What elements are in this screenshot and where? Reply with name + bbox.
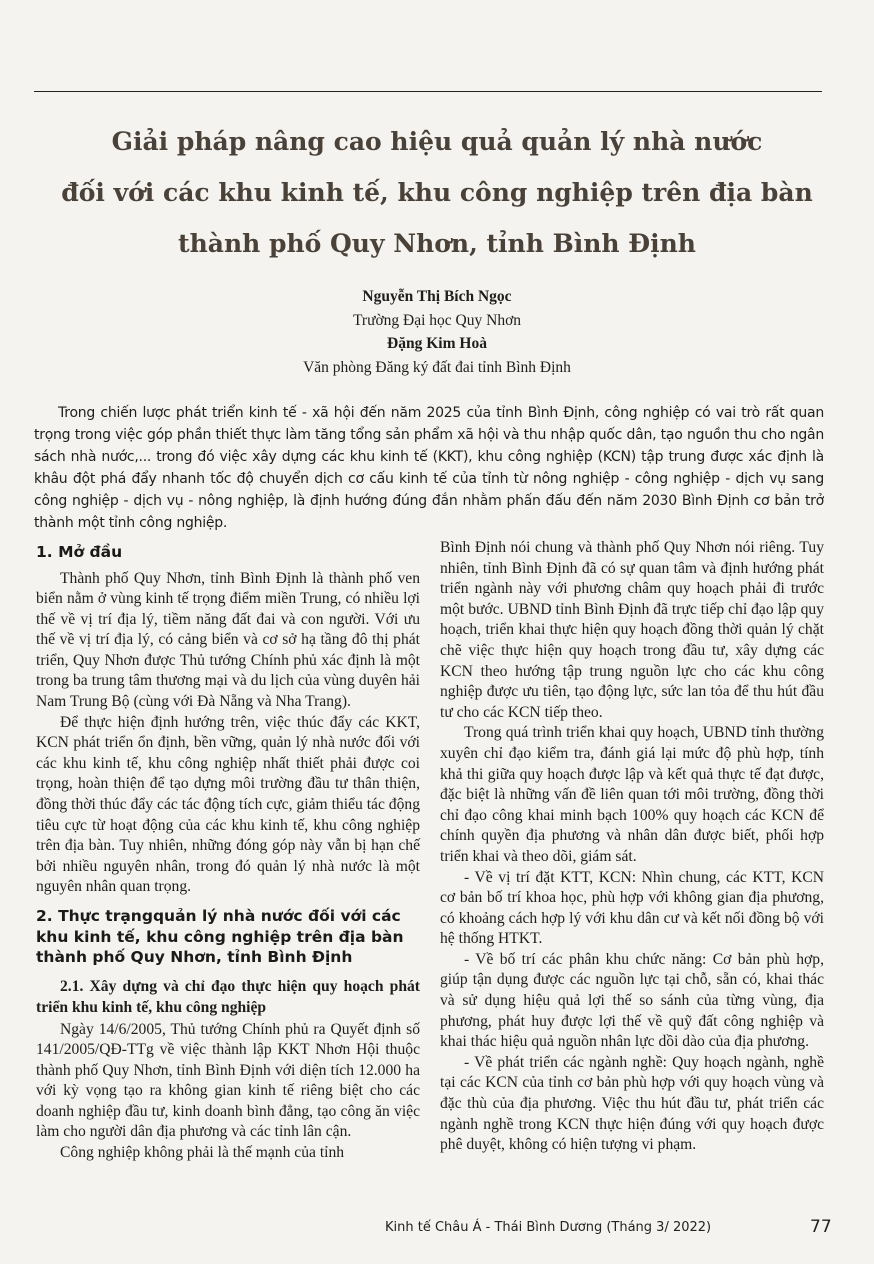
paragraph: - Về vị trí đặt KTT, KCN: Nhìn chung, các KTT, KCN cơ bản bố trí khoa học, phù hợp với không gian địa phương, có khoảng cách hợp lý với khu dân cư và kết nối đồng bộ với hệ thống HTKT. [440, 868, 824, 948]
left-column [36, 538, 420, 1164]
right-column [440, 538, 824, 1156]
title-line: đối với các khu kinh tế, khu công nghiệp trên địa bàn [61, 178, 813, 207]
author-affiliation: Trường Đại học Quy Nhơn [352, 311, 522, 329]
page-number: 77 [810, 1217, 832, 1237]
article-title [40, 116, 834, 269]
section-heading: 2. Thực trạngquản lý nhà nước đối với các khu kinh tế, khu công nghiệp trên địa bàn thành phố Quy Nhơn, tỉnh Bình Định [36, 907, 404, 966]
paragraph: Bình Định nói chung và thành phố Quy Nhơn nói riêng. Tuy nhiên, tỉnh Bình Định đã có sự quan tâm và định hướng phát triển ngành này với phương châm quy hoạch phải đi trước một bước. UBND tỉnh Bình Định đã trực tiếp chỉ đạo lập quy hoạch, triển khai thực hiện quy hoạch đồng thời quản lý chặt chẽ việc thực hiện quy hoạch trong đầu tư, xây dựng các KCN theo hướng tập trung nguồn lực cho các khu công nghiệp được ưu tiên, tạo động lực, sức lan tỏa để thu hút đầu tư cho các KCN tiếp theo. [440, 539, 824, 721]
abstract: Trong chiến lược phát triển kinh tế - xã hội đến năm 2025 của tỉnh Bình Định, công nghiệp có vai trò rất quan trọng trong việc góp phần thiết thực làm tăng tổng sản phẩm xã hội và thu nhập quốc dân, tạo nguồn thu cho ngân sách nhà nước,... trong đó việc xây dựng các khu kinh tế (KKT), khu công nghiệp (KCN) tập trung được xác định là khâu đột phá đẩy nhanh tốc độ chuyển dịch cơ cấu kinh tế của tỉnh từ nông nghiệp - công nghiệp - dịch vụ sang công nghiệp - dịch vụ - nông nghiệp, là định hướng đúng đắn nhằm phấn đấu đến năm 2030 Bình Định cơ bản trở thành một tỉnh công nghiệp. [34, 405, 824, 532]
paragraph: Để thực hiện định hướng trên, việc thúc đẩy các KKT, KCN phát triển ổn định, bền vững, quản lý nhà nước đối với các khu kinh tế, khu công nghiệp nhất thiết phải được coi trọng, hoàn thiện để tạo dựng môi trường đầu tư thân thiện, đồng thời thúc đẩy các tác động tích cực, giảm thiểu tác động tiêu cực từ hoạt động của các khu kinh tế, khu công nghiệp trên địa bàn. Tuy nhiên, những đóng góp này vẫn bị hạn chế bởi nhiều nguyên nhân, trong đó quản lý nhà nước là một nguyên nhân quan trọng. [36, 713, 420, 896]
paragraph: Thành phố Quy Nhơn, tỉnh Bình Định là thành phố ven biển nằm ở vùng kinh tế trọng điểm miền Trung, có nhiều lợi thế về vị trí địa lý, tiềm năng đất đai và con người. Với ưu thế về vị trí địa lý, có cảng biển và cơ sở hạ tầng đô thị phát triển, Quy Nhơn được Thủ tướng Chính phủ xác định là một trong ba trung tâm thương mại và du lịch của vùng duyên hải Nam Trung Bộ (cùng với Đà Nẵng và Nha Trang). [36, 569, 420, 711]
author-affiliation: Văn phòng Đăng ký đất đai tỉnh Bình Định [303, 358, 571, 376]
author-name: Nguyễn Thị Bích Ngọc [362, 288, 512, 305]
subsection-heading: 2.1. Xây dựng và chỉ đạo thực hiện quy hoạch phát triển khu kinh tế, khu công nghiệp [36, 977, 420, 1016]
paragraph: - Về phát triển các ngành nghề: Quy hoạch ngành, nghề tại các KCN của tỉnh cơ bản phù hợp với quy hoạch vùng và đặc thù của địa phương. Việc thu hút đầu tư, phát triển các ngành nghề trong KCN thực hiện đúng với quy hoạch được phê duyệt, không có hiện tượng vi phạm. [440, 1053, 824, 1154]
title-line: thành phố Quy Nhơn, tỉnh Bình Định [178, 229, 696, 258]
title-line: Giải pháp nâng cao hiệu quả quản lý nhà nước [111, 127, 763, 156]
paragraph: Trong quá trình triển khai quy hoạch, UBND tỉnh thường xuyên chỉ đạo kiểm tra, đánh giá lại mức độ phù hợp, tính khả thi giữa quy hoạch được lập và kết quả thực tế đạt được, đặc biệt là những vấn đề liên quan tới môi trường, đồng thời chỉ đạo công khai minh bạch 100% quy hoạch các KCN để chính quyền địa phương và nhân dân được biết, phối hợp triển khai và theo dõi, giám sát. [440, 724, 824, 865]
author-block [0, 285, 874, 379]
paragraph: - Về bố trí các phân khu chức năng: Cơ bản phù hợp, giúp tận dụng được các nguồn lực tại chỗ, sẵn có, khai thác và sử dụng hiệu quả lợi thế so sánh của từng vùng, địa phương, phát huy được lợi thế về quỹ đất công nghiệp và khai thác hiệu quả nguồn nhân lực dồi dào của địa phương. [440, 950, 824, 1051]
header-rule [34, 91, 822, 92]
paragraph: Ngày 14/6/2005, Thủ tướng Chính phủ ra Quyết định số 141/2005/QĐ-TTg về việc thành lập KKT Nhơn Hội thuộc thành phố Quy Nhơn, tỉnh Bình Định với diện tích 12.000 ha với kỳ vọng tạo ra không gian kinh tế riêng biệt cho các doanh nghiệp đầu tư, kinh doanh bình đẳng, tạo công ăn việc làm cho người dân địa phương và các tỉnh lân cận. [36, 1020, 420, 1141]
author-name: Đặng Kim Hoà [387, 335, 487, 352]
journal-name: Kinh tế Châu Á - Thái Bình Dương (Tháng 3/ 2022) [385, 1220, 712, 1235]
section-heading: 1. Mở đầu [36, 543, 123, 561]
paragraph: Công nghiệp không phải là thế mạnh của tỉnh [60, 1144, 345, 1162]
